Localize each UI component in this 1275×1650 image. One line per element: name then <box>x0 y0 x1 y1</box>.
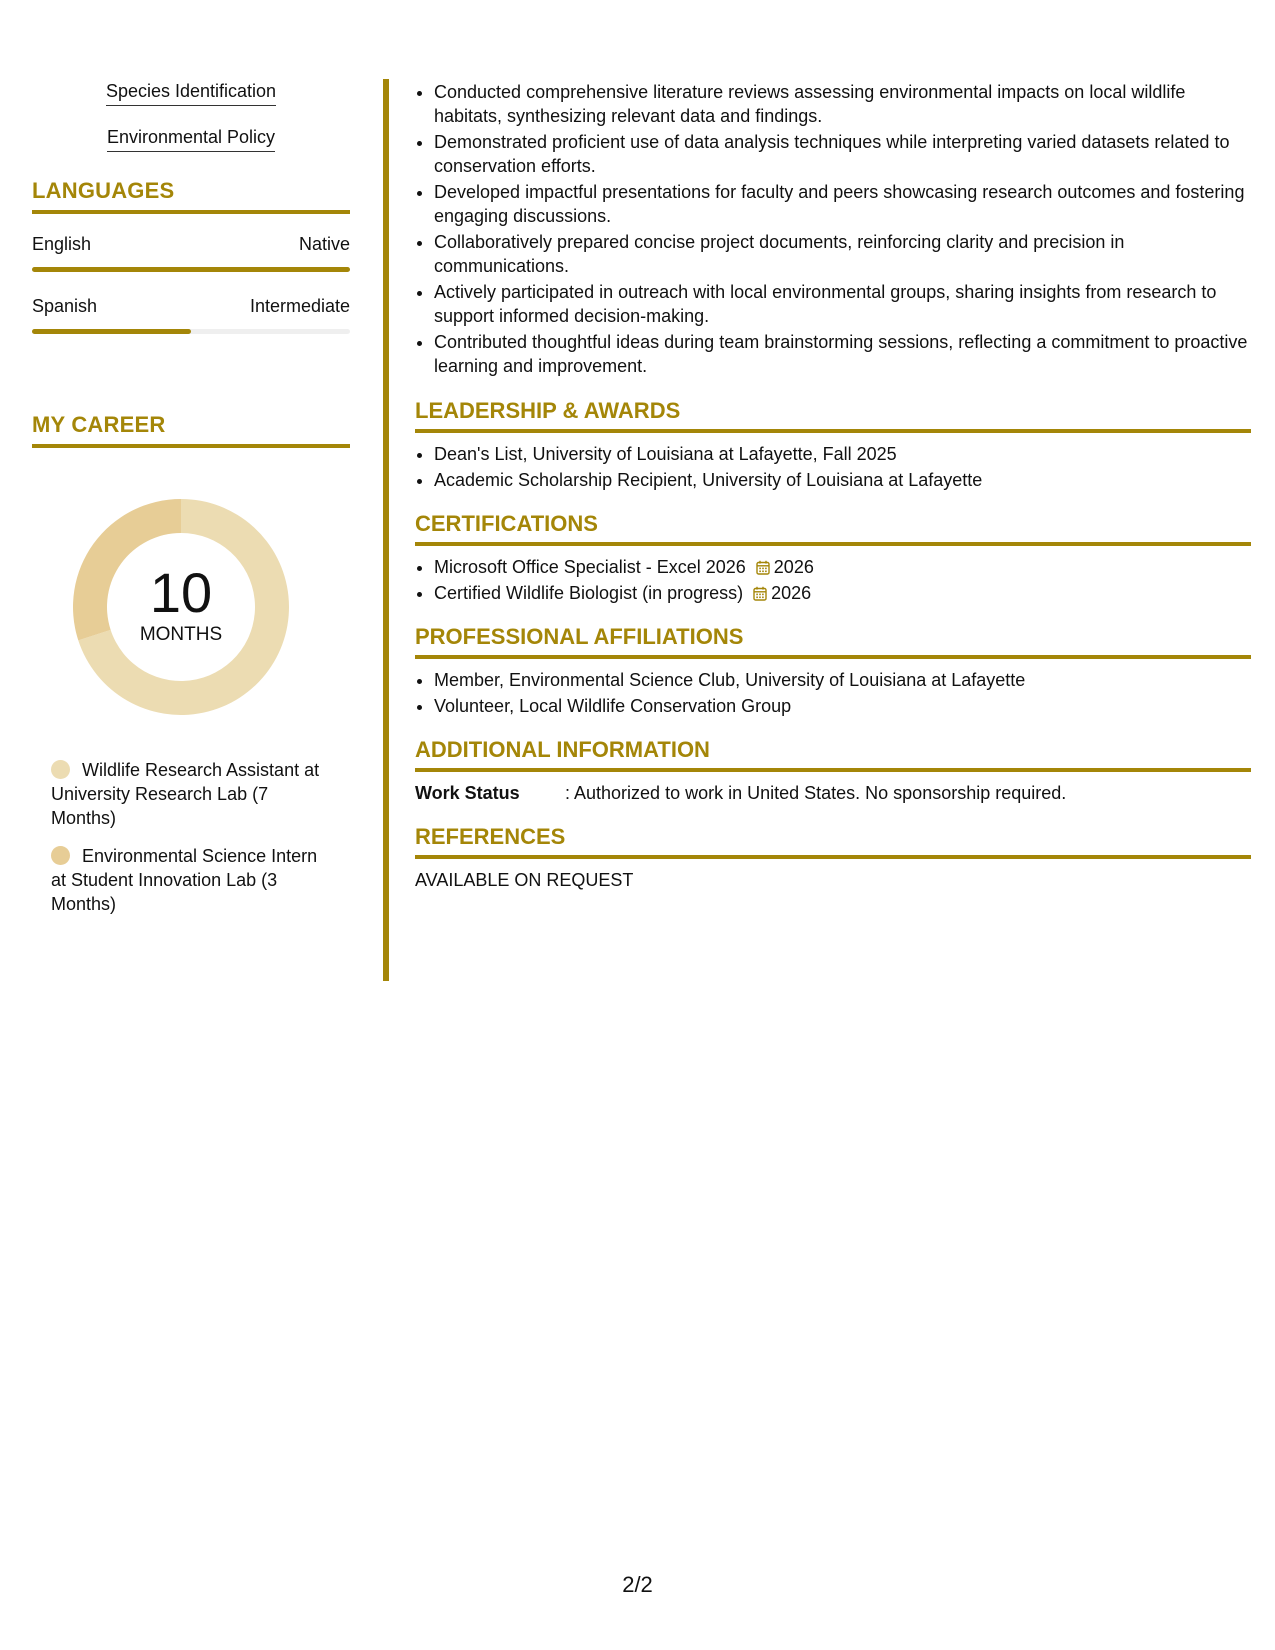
skill-tag: Species Identification <box>106 80 276 106</box>
legend-dot <box>51 846 70 865</box>
references-text: AVAILABLE ON REQUEST <box>415 870 634 890</box>
language-name: Spanish <box>32 296 98 316</box>
legend-label: Environmental Science Intern at Student Innovation Lab (3 Months) <box>51 846 318 914</box>
work-status-label: Work Status <box>415 783 520 803</box>
list-item: • Collaboratively prepared concise project documents, reinforcing clarity and precision in communications. <box>434 230 1251 278</box>
list-item: • Dean's List, University of Louisiana at Lafayette, Fall 2025 <box>434 442 1251 466</box>
list-item: • Developed impactful presentations for faculty and peers showcasing research outcomes and fostering engaging discussions. <box>434 180 1251 228</box>
affiliations-section <box>415 624 1251 718</box>
career-total-months: 10 <box>149 561 213 624</box>
certification-year: 2026 <box>773 557 814 577</box>
list-item: • Contributed thoughtful ideas during team brainstorming sessions, reflecting a commitment to proactive learning and improvement. <box>434 330 1251 378</box>
language-proficiency-fill <box>32 267 350 272</box>
career-heading: MY CAREER <box>32 412 350 448</box>
leadership-section <box>415 398 1251 492</box>
legend-item <box>51 844 321 916</box>
career-legend <box>51 758 321 916</box>
experience-bullets <box>415 80 1251 378</box>
page-number: 2/2 <box>622 1572 653 1597</box>
language-level: Intermediate <box>249 296 350 316</box>
certification-name: Microsoft Office Specialist - Excel 2026 <box>434 557 746 577</box>
references-heading: REFERENCES <box>415 824 1251 859</box>
language-proficiency-bar <box>32 267 350 272</box>
list-item: • Conducted comprehensive literature reviews assessing environmental impacts on local wildlife habitats, synthesizing relevant data and findings. <box>434 80 1251 128</box>
affiliations-heading: PROFESSIONAL AFFILIATIONS <box>415 624 1251 659</box>
list-item: • Demonstrated proficient use of data analysis techniques while interpreting varied datasets related to conservation efforts. <box>434 130 1251 178</box>
calendar-icon <box>756 560 770 575</box>
languages-heading: LANGUAGES <box>32 178 350 214</box>
certification-item <box>434 581 1251 605</box>
certification-year: 2026 <box>771 583 812 603</box>
additional-info-section <box>415 737 1251 805</box>
language-proficiency-fill <box>32 329 191 334</box>
list-item: • Actively participated in outreach with local environmental groups, sharing insights from research to support informed decision-making. <box>434 280 1251 328</box>
work-status-value: : Authorized to work in United States. No sponsorship required. <box>565 783 1067 803</box>
list-item: • Academic Scholarship Recipient, University of Louisiana at Lafayette <box>434 468 1251 492</box>
career-section <box>32 412 350 916</box>
certifications-section <box>415 511 1251 605</box>
certifications-heading: CERTIFICATIONS <box>415 511 1251 546</box>
certification-name: Certified Wildlife Biologist (in progress) <box>434 583 744 603</box>
language-item-english <box>32 234 350 272</box>
career-total-unit: MONTHS <box>139 624 223 645</box>
list-item: • Volunteer, Local Wildlife Conservation Group <box>434 694 1251 718</box>
legend-label: Wildlife Research Assistant at University Research Lab (7 Months) <box>51 760 320 828</box>
career-donut-chart <box>66 492 296 722</box>
calendar-icon <box>753 586 767 601</box>
skills-list <box>32 80 350 152</box>
language-name: English <box>32 234 92 254</box>
language-proficiency-bar <box>32 329 350 334</box>
certification-item <box>434 555 1251 579</box>
main-column <box>415 80 1251 892</box>
column-divider <box>383 79 389 981</box>
references-section <box>415 824 1251 892</box>
legend-dot <box>51 760 70 779</box>
list-item: • Member, Environmental Science Club, University of Louisiana at Lafayette <box>434 668 1251 692</box>
legend-item <box>51 758 321 830</box>
additional-info-heading: ADDITIONAL INFORMATION <box>415 737 1251 772</box>
donut-center-label <box>66 561 296 646</box>
skill-tag: Environmental Policy <box>107 126 275 152</box>
work-status-row <box>415 781 1251 805</box>
leadership-heading: LEADERSHIP & AWARDS <box>415 398 1251 433</box>
languages-section <box>32 178 350 334</box>
language-item-spanish <box>32 296 350 334</box>
sidebar <box>32 80 350 930</box>
language-level: Native <box>298 234 350 254</box>
